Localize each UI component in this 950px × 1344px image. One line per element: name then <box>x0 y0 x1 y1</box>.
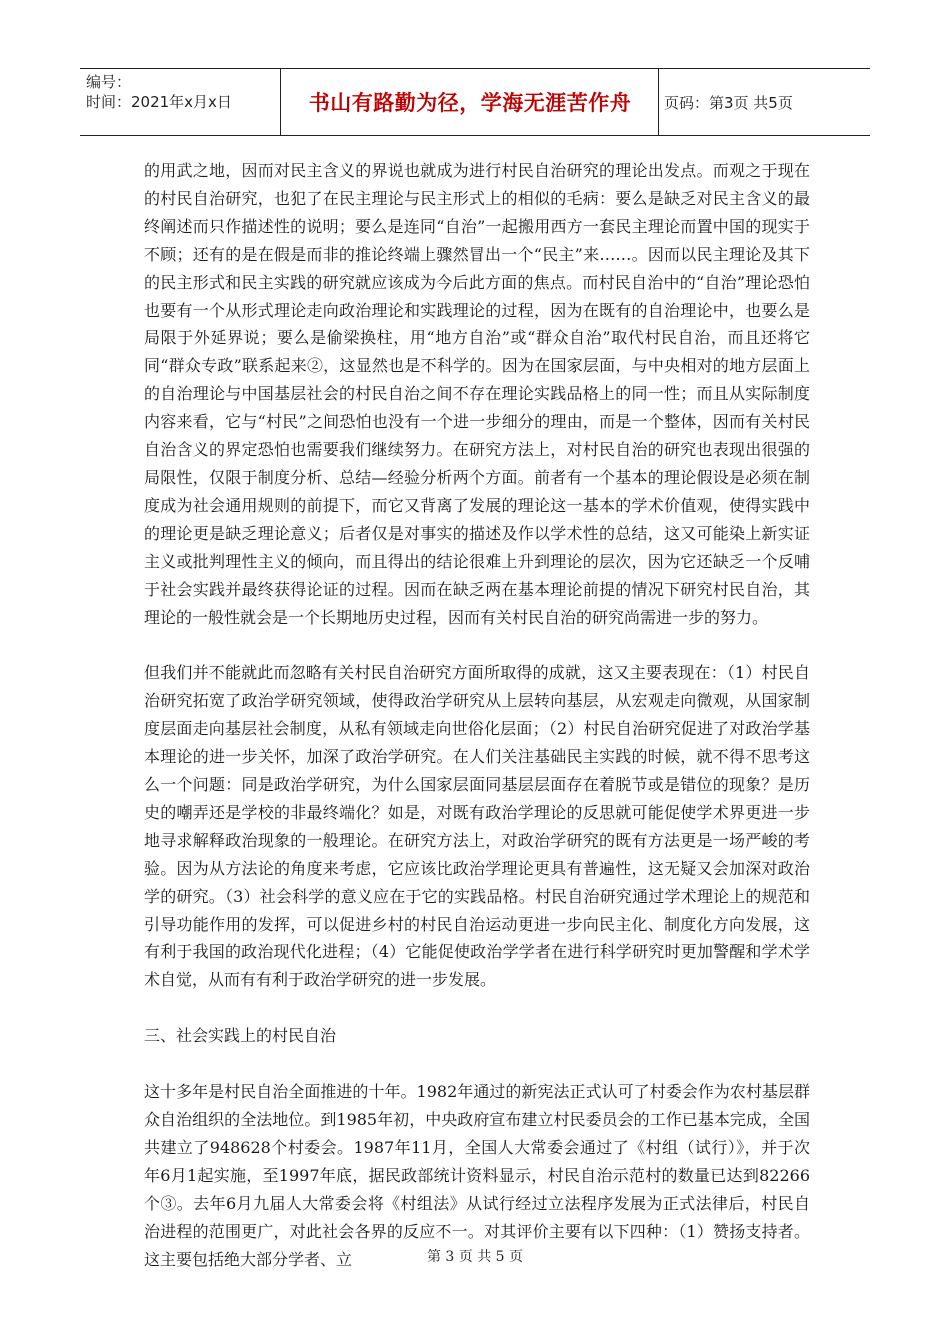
header-motto: 书山有路勤为径，学海无涯苦作舟 <box>308 91 632 115</box>
header-divider-right <box>658 68 659 136</box>
date-label: 时间：2021年x月x日 <box>86 93 232 111</box>
header-divider-left <box>280 68 281 136</box>
body-paragraph: 但我们并不能就此而忽略有关村民自治研究方面所取得的成就，这又主要表现在：（1）村民自治研究拓宽了政治学研究领域，使得政治学研究从上层转向基层，从宏观走向微观，从国家制度层面走向基层社会制度，从私有领域走向世俗化层面；（2）村民自治研究促进了对政治学基本理论的进一步关怀，加深了政治学研究。在人们关注基础民主实践的时候，就不得不思考这么一个问题：同是政治学研究，为什么国家层面同基层层面存在着脱节或是错位的现象？是历史的嘲弄还是学校的非最终端化？如是，对既有政治学理论的反思就可能促使学术界更进一步地寻求解释政治现象的一般理论。在研究方法上，对政治学研究的既有方法更是一场严峻的考验。因为从方法论的角度来考虑，它应该比政治学理论更具有普遍性，这无疑又会加深对政治学的研究。（3）社会科学的意义应在于它的实践品格。村民自治研究通过学术理论上的规范和引导功能作用的发挥，可以促进乡村的村民自治运动更进一步向民主化、制度化方向发展，这有利于我国的政治现代化进程；（4）它能促使政治学学者在进行科学研究时更加警醒和学术学术自觉，从而有有利于政治学研究的进一步发展。 <box>144 663 810 990</box>
page-header <box>80 68 870 136</box>
body-paragraph: 的用武之地，因而对民主含义的界说也就成为进行村民自治研究的理论出发点。而观之于现在的村民自治研究，也犯了在民主理论与民主形式上的相似的毛病：要么是缺乏对民主含义的最终阐述而只作描述性的说明；要么是连同“自治”一起搬用西方一套民主理论而置中国的现实于不顾；还有的是在假是而非的推论终端上骤然冒出一个“民主”来……。因而以民主理论及其下的民主形式和民主实践的研究就应该成为今后此方面的焦点。而村民自治中的“自治”理论恐怕也要有一个从形式理论走向政治理论和实践理论的过程，因为在既有的自治理论中，也要么是局限于外延界说；要么是偷梁换柱，用“地方自治”或“群众自治”取代村民自治，而且还将它同“群众专政”联系起来②，这显然也是不科学的。因为在国家层面，与中央相对的地方层面上的自治理论与中国基层社会的村民自治之间不存在理论实践品格上的同一性；而且从实际制度内容来看，它与“村民”之间恐怕也没有一个进一步细分的理由，而是一个整体，因而有关村民自治含义的界定恐怕也需要我们继续努力。在研究方法上，对村民自治的研究也表现出很强的局限性，仅限于制度分析、总结—经验分析两个方面。前者有一个基本的理论假设是必须在制度成为社会通用规则的前提下，而它又背离了发展的理论这一基本的学术价值观，使得实践中的理论更是缺乏理论意义；后者仅是对事实的描述及作以学术性的总结，这又可能染上新实证主义或批判理性主义的倾向，而且得出的结论很难上升到理论的层次，因为它还缺乏一个反哺于社会实践并最终获得论证的过程。因而在缺乏两在基本理论前提的情况下研究村民自治，其理论的一般性就会是一个长期地历史过程，因而有关村民自治的研究尚需进一步的努力。 <box>144 161 810 627</box>
header-meta <box>86 72 232 112</box>
body-paragraph: 这十多年是村民自治全面推进的十年。1982年通过的新宪法正式认可了村委会作为农村基层群众自治组织的全法地位。到1985年初，中央政府宣布建立村民委员会的工作已基本完成，全国共建立了948628个村委会。1987年11月，全国人大常委会通过了《村组（试行）》，并于次年6月1起实施，至1997年底，据民政部统计资料显示，村民自治示范村的数量已达到82266个③。去年6月九届人大常委会将《村组法》从试行经过立法程序发展为正式法律后，村民自治进程的范围更广，对此社会各界的反应不一。对其评价主要有以下四种：（1）赞扬支持者。这主要包括绝大部分学者、立 <box>144 1082 810 1269</box>
serial-label: 编号： <box>86 73 132 91</box>
page-footer: 第 3 页 共 5 页 <box>426 1249 524 1265</box>
header-page-info: 页码：第3页 共5页 <box>664 93 793 112</box>
document-body <box>144 157 810 1274</box>
section-heading: 三、社会实践上的村民自治 <box>144 1026 337 1046</box>
